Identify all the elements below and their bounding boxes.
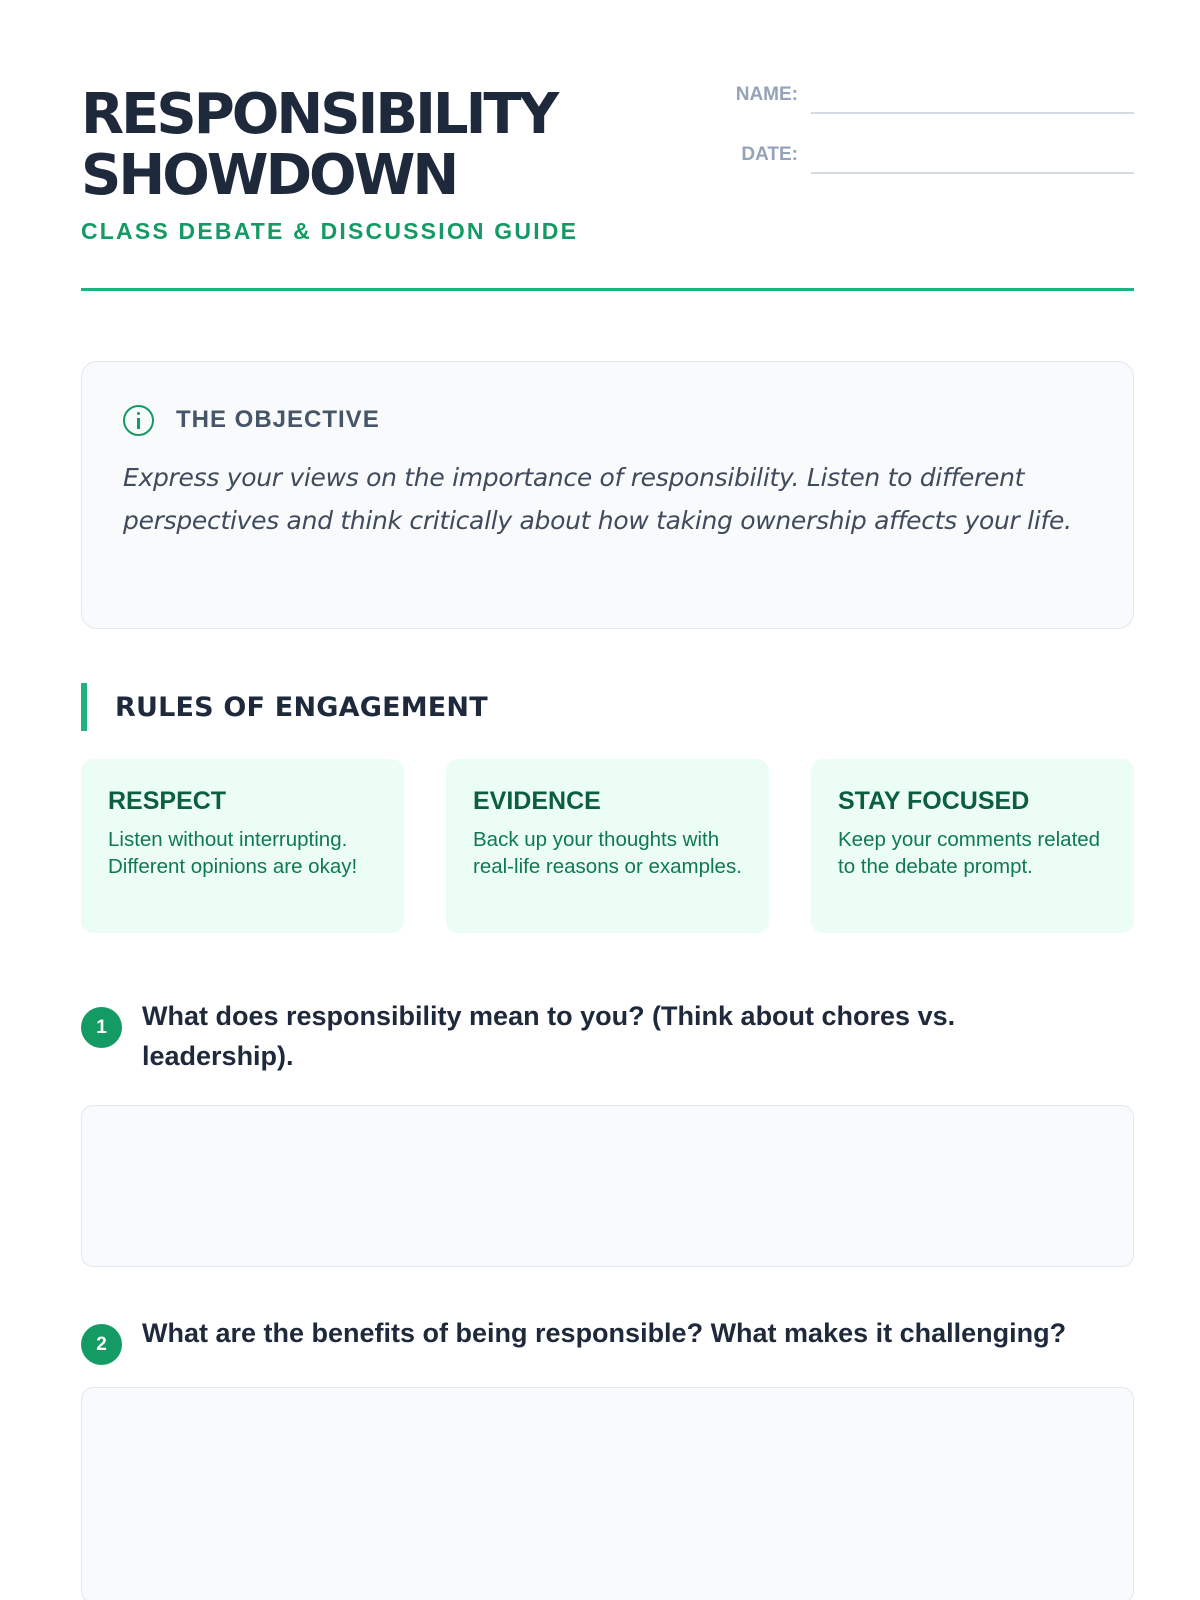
question-text: What does responsibility mean to you? (Think about chores vs. leadership). [142, 1001, 956, 1071]
answer-box-2[interactable] [81, 1387, 1134, 1600]
answer-box-1[interactable] [81, 1105, 1134, 1267]
objective-title: THE OBJECTIVE [176, 406, 380, 433]
rules-cards [81, 759, 1134, 933]
rules-section-title: RULES OF ENGAGEMENT [115, 691, 488, 723]
name-field[interactable] [722, 84, 1134, 114]
page-title [81, 84, 556, 206]
info-icon [123, 405, 154, 436]
question-number-badge: 2 [81, 1324, 122, 1365]
rule-text: Back up your thoughts with real-life reasons or examples. [473, 828, 742, 878]
title-line-1: RESPONSIBILITY [81, 82, 557, 147]
rule-card-stay-focused [811, 759, 1134, 933]
rule-title: RESPECT [108, 787, 227, 815]
worksheet-page [81, 0, 1134, 1600]
title-line-2: SHOWDOWN [81, 143, 457, 208]
question-number-badge: 1 [81, 1007, 122, 1048]
rules-section-header [81, 683, 488, 731]
date-field[interactable] [722, 144, 1134, 174]
rule-text: Keep your comments related to the debate prompt. [838, 828, 1101, 878]
header-divider [81, 288, 1134, 291]
objective-panel [81, 361, 1134, 629]
rule-title: STAY FOCUSED [838, 787, 1030, 815]
question-text: What are the benefits of being responsible? What makes it challenging? [142, 1318, 1067, 1348]
page-subtitle: CLASS DEBATE & DISCUSSION GUIDE [81, 218, 579, 244]
objective-text: Express your views on the importance of responsibility. Listen to different perspectives and think critically about how taking ownership affects your life. [123, 463, 1072, 535]
section-accent-bar [81, 683, 87, 731]
objective-header [123, 404, 380, 436]
rule-text: Listen without interrupting. Different opinions are okay! [108, 828, 358, 878]
worksheet-header [81, 84, 1134, 294]
rule-title: EVIDENCE [473, 787, 601, 815]
rule-card-evidence [446, 759, 769, 933]
name-label: NAME: [735, 84, 798, 105]
date-line[interactable] [811, 172, 1134, 174]
date-label: DATE: [741, 144, 798, 165]
rule-card-respect [81, 759, 404, 933]
name-line[interactable] [811, 112, 1134, 114]
